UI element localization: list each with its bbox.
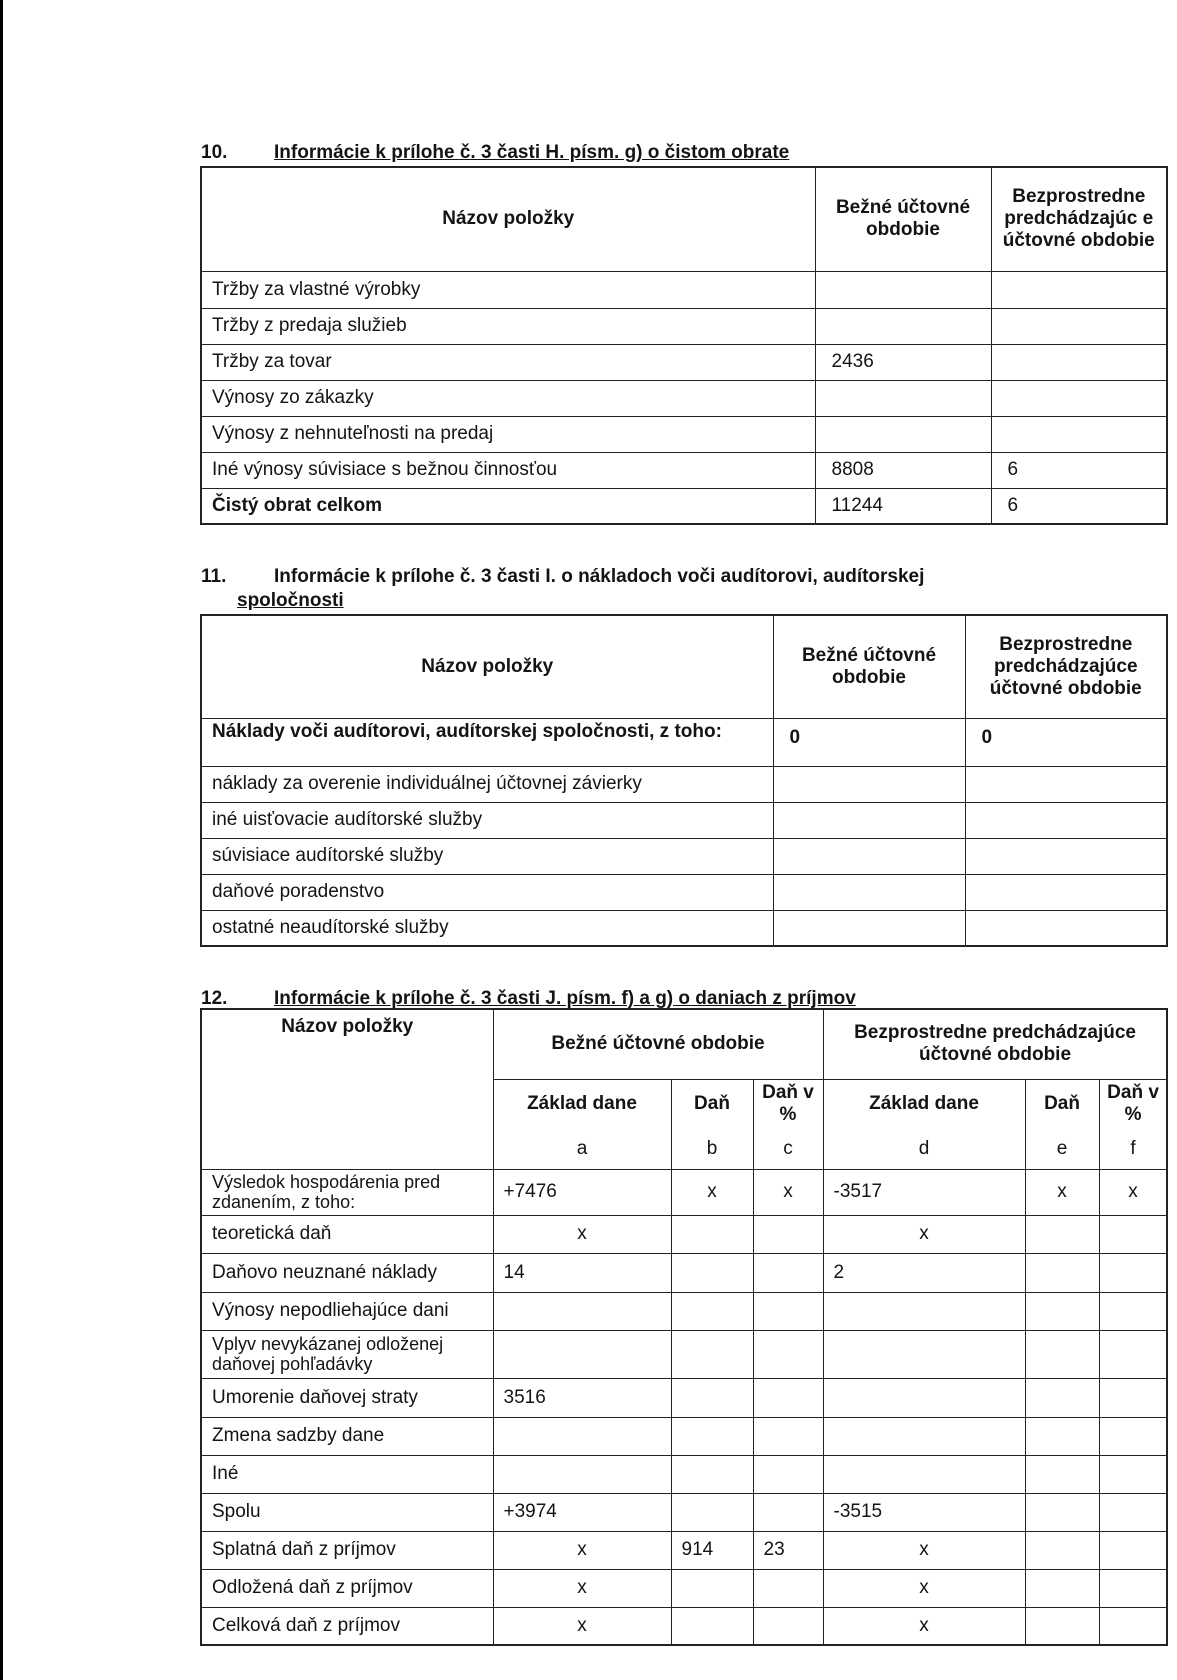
- table-row: [201, 1378, 1167, 1417]
- row-previous-value: [991, 344, 1167, 380]
- row-previous-value: [965, 874, 1167, 910]
- column-letter-d: d: [823, 1129, 1025, 1169]
- row-item-name: Iné výnosy súvisiace s bežnou činnosťou: [201, 452, 815, 488]
- row-col-b: x: [493, 1215, 671, 1253]
- row-col-f: [1025, 1378, 1099, 1417]
- row-col-e: [823, 1455, 1025, 1493]
- column-letter-f: f: [1099, 1129, 1167, 1169]
- row-previous-value: 6: [991, 488, 1167, 524]
- row-col-d: [753, 1607, 823, 1645]
- row-col-d: [753, 1215, 823, 1253]
- row-item-name: Vplyv nevykázanej odloženej daňovej pohľadávky: [201, 1330, 493, 1378]
- table-row: [201, 380, 1167, 416]
- row-col-e: 2: [823, 1253, 1025, 1292]
- row-col-e: [823, 1417, 1025, 1455]
- table-row: [201, 1169, 1167, 1215]
- row-col-c: [671, 1215, 753, 1253]
- section-10-number: 10.: [201, 142, 228, 163]
- row-col-g: [1099, 1417, 1167, 1455]
- row-item-name: náklady za overenie individuálnej účtovnej závierky: [201, 766, 773, 802]
- row-col-f: [1025, 1531, 1099, 1569]
- header-current-period: Bežné účtovné obdobie: [815, 167, 991, 271]
- row-col-e: x: [823, 1531, 1025, 1569]
- section-10-title: Informácie k prílohe č. 3 časti H. písm. g) o čistom obrate: [274, 142, 790, 163]
- header-current-tax: Daň: [671, 1079, 753, 1129]
- row-col-g: [1099, 1292, 1167, 1330]
- row-item-name: Spolu: [201, 1493, 493, 1531]
- row-previous-value: 6: [991, 452, 1167, 488]
- header-previous-tax-pct: Daň v %: [1099, 1079, 1167, 1129]
- row-col-b: 3516: [493, 1378, 671, 1417]
- row-col-b: x: [493, 1607, 671, 1645]
- row-current-value: [773, 874, 965, 910]
- table-row: [201, 452, 1167, 488]
- row-col-d: [753, 1253, 823, 1292]
- table-row: [201, 1455, 1167, 1493]
- row-col-e: [823, 1292, 1025, 1330]
- column-letter-a: a: [493, 1129, 671, 1169]
- row-col-c: [671, 1493, 753, 1531]
- table-row: [201, 1215, 1167, 1253]
- row-col-g: [1099, 1378, 1167, 1417]
- row-col-e: [823, 1330, 1025, 1378]
- table-tax-header-row-1: [201, 1009, 1167, 1079]
- row-item-name: daňové poradenstvo: [201, 874, 773, 910]
- row-current-value: [815, 308, 991, 344]
- header-current-tax-pct: Daň v %: [753, 1079, 823, 1129]
- row-item-name: teoretická daň: [201, 1215, 493, 1253]
- table-row: [201, 1330, 1167, 1378]
- row-previous-value: 0: [965, 718, 1167, 766]
- row-item-name: Čistý obrat celkom: [201, 488, 815, 524]
- row-item-name: Umorenie daňovej straty: [201, 1378, 493, 1417]
- row-col-g: [1099, 1607, 1167, 1645]
- row-col-c: [671, 1569, 753, 1607]
- row-current-value: 2436: [815, 344, 991, 380]
- row-col-b: [493, 1330, 671, 1378]
- row-col-g: [1099, 1569, 1167, 1607]
- header-item-name: Názov položky: [201, 167, 815, 271]
- header-previous-period: Bezprostredne predchádzajúc e účtovné obdobie: [991, 167, 1167, 271]
- row-previous-value: [991, 271, 1167, 308]
- section-11-number: 11.: [201, 566, 227, 587]
- row-previous-value: [991, 308, 1167, 344]
- header-item-name: Názov položky: [201, 1009, 493, 1169]
- table-row: [201, 488, 1167, 524]
- header-previous-period: Bezprostredne predchádzajúce účtovné obdobie: [823, 1009, 1167, 1079]
- row-col-c: [671, 1292, 753, 1330]
- row-previous-value: [991, 416, 1167, 452]
- row-item-name: Daňovo neuznané náklady: [201, 1253, 493, 1292]
- row-col-g: [1099, 1330, 1167, 1378]
- row-item-name: súvisiace audítorské služby: [201, 838, 773, 874]
- row-col-e: -3517: [823, 1169, 1025, 1215]
- row-col-d: [753, 1292, 823, 1330]
- row-item-name: Iné: [201, 1455, 493, 1493]
- table-row: [201, 1531, 1167, 1569]
- row-col-d: 23: [753, 1531, 823, 1569]
- row-col-d: [753, 1330, 823, 1378]
- row-col-c: [671, 1455, 753, 1493]
- section-11-title: Informácie k prílohe č. 3 časti I. o nákladoch voči audítorovi, audítorskej: [274, 566, 925, 587]
- row-item-name: Splatná daň z príjmov: [201, 1531, 493, 1569]
- row-col-b: +7476: [493, 1169, 671, 1215]
- row-col-f: [1025, 1253, 1099, 1292]
- row-col-b: [493, 1455, 671, 1493]
- table-row: [201, 1569, 1167, 1607]
- row-item-name: Odložená daň z príjmov: [201, 1569, 493, 1607]
- row-col-d: [753, 1378, 823, 1417]
- row-item-name: Tržby za tovar: [201, 344, 815, 380]
- table-row: [201, 874, 1167, 910]
- header-previous-tax: Daň: [1025, 1079, 1099, 1129]
- table-row: [201, 838, 1167, 874]
- header-current-base: Základ dane: [493, 1079, 671, 1129]
- header-previous-period: Bezprostredne predchádzajúce účtovné obdobie: [965, 615, 1167, 718]
- row-col-e: x: [823, 1607, 1025, 1645]
- row-item-name: Zmena sadzby dane: [201, 1417, 493, 1455]
- row-item-name: Výsledok hospodárenia pred zdanením, z toho:: [201, 1169, 493, 1215]
- row-previous-value: [965, 802, 1167, 838]
- table-auditor-header-row: [201, 615, 1167, 718]
- row-col-c: [671, 1253, 753, 1292]
- row-item-name: Výnosy zo zákazky: [201, 380, 815, 416]
- row-col-f: [1025, 1493, 1099, 1531]
- row-col-e: x: [823, 1569, 1025, 1607]
- row-col-g: [1099, 1455, 1167, 1493]
- row-item-name: Tržby za vlastné výrobky: [201, 271, 815, 308]
- row-col-g: x: [1099, 1169, 1167, 1215]
- table-row: [201, 1292, 1167, 1330]
- row-col-f: [1025, 1215, 1099, 1253]
- row-col-b: x: [493, 1531, 671, 1569]
- row-previous-value: [965, 766, 1167, 802]
- row-col-d: [753, 1417, 823, 1455]
- section-12-number: 12.: [201, 988, 228, 1009]
- header-current-period: Bežné účtovné obdobie: [773, 615, 965, 718]
- row-item-name: Celková daň z príjmov: [201, 1607, 493, 1645]
- column-letter-b: b: [671, 1129, 753, 1169]
- row-col-e: [823, 1378, 1025, 1417]
- row-col-f: [1025, 1292, 1099, 1330]
- row-col-c: x: [671, 1169, 753, 1215]
- table-row: [201, 802, 1167, 838]
- row-col-b: [493, 1417, 671, 1455]
- row-current-value: [773, 838, 965, 874]
- table-auditor-costs: [200, 614, 1168, 947]
- row-item-name: ostatné neaudítorské služby: [201, 910, 773, 946]
- row-col-c: [671, 1330, 753, 1378]
- row-previous-value: [965, 838, 1167, 874]
- row-col-g: [1099, 1531, 1167, 1569]
- row-item-name: Výnosy z nehnuteľnosti na predaj: [201, 416, 815, 452]
- row-current-value: 11244: [815, 488, 991, 524]
- section-11-heading: [201, 566, 924, 588]
- row-col-f: [1025, 1330, 1099, 1378]
- row-col-g: [1099, 1215, 1167, 1253]
- row-current-value: [773, 910, 965, 946]
- table-row: [201, 271, 1167, 308]
- table-row: [201, 1493, 1167, 1531]
- header-item-name: Názov položky: [201, 615, 773, 718]
- header-current-period: Bežné účtovné obdobie: [493, 1009, 823, 1079]
- row-current-value: [815, 416, 991, 452]
- table-income-tax: [200, 1008, 1168, 1646]
- row-col-c: 914: [671, 1531, 753, 1569]
- row-item-name: Výnosy nepodliehajúce dani: [201, 1292, 493, 1330]
- row-current-value: 0: [773, 718, 965, 766]
- row-col-c: [671, 1417, 753, 1455]
- row-col-f: [1025, 1569, 1099, 1607]
- table-row: [201, 344, 1167, 380]
- row-col-g: [1099, 1493, 1167, 1531]
- row-previous-value: [965, 910, 1167, 946]
- row-col-f: x: [1025, 1169, 1099, 1215]
- row-current-value: [773, 766, 965, 802]
- row-col-d: [753, 1493, 823, 1531]
- section-12-title: Informácie k prílohe č. 3 časti J. písm. f) a g) o daniach z príjmov: [274, 988, 856, 1009]
- row-col-c: [671, 1378, 753, 1417]
- header-previous-base: Základ dane: [823, 1079, 1025, 1129]
- table-row: [201, 766, 1167, 802]
- row-col-b: x: [493, 1569, 671, 1607]
- row-col-f: [1025, 1455, 1099, 1493]
- row-col-c: [671, 1607, 753, 1645]
- row-col-b: +3974: [493, 1493, 671, 1531]
- table-row: [201, 416, 1167, 452]
- table-row: [201, 1607, 1167, 1645]
- section-10-heading: [201, 142, 789, 164]
- table-row: [201, 1253, 1167, 1292]
- row-col-b: [493, 1292, 671, 1330]
- row-current-value: [815, 380, 991, 416]
- row-col-d: [753, 1455, 823, 1493]
- row-col-d: [753, 1569, 823, 1607]
- row-item-name: Tržby z predaja služieb: [201, 308, 815, 344]
- table-row: [201, 910, 1167, 946]
- row-col-b: 14: [493, 1253, 671, 1292]
- row-col-g: [1099, 1253, 1167, 1292]
- row-col-f: [1025, 1607, 1099, 1645]
- table-row: [201, 718, 1167, 766]
- row-col-f: [1025, 1417, 1099, 1455]
- column-letter-e: e: [1025, 1129, 1099, 1169]
- row-item-name: Náklady voči audítorovi, audítorskej spoločnosti, z toho:: [201, 718, 773, 766]
- row-current-value: [773, 802, 965, 838]
- table-sales: [200, 166, 1168, 525]
- table-sales-header-row: [201, 167, 1167, 271]
- row-current-value: [815, 271, 991, 308]
- row-col-d: x: [753, 1169, 823, 1215]
- section-11-title-line2: spoločnosti: [237, 590, 344, 611]
- row-previous-value: [991, 380, 1167, 416]
- column-letter-c: c: [753, 1129, 823, 1169]
- section-12-heading: [201, 988, 856, 1010]
- row-item-name: iné uisťovacie audítorské služby: [201, 802, 773, 838]
- row-col-e: x: [823, 1215, 1025, 1253]
- table-row: [201, 1417, 1167, 1455]
- table-row: [201, 308, 1167, 344]
- row-current-value: 8808: [815, 452, 991, 488]
- row-col-e: -3515: [823, 1493, 1025, 1531]
